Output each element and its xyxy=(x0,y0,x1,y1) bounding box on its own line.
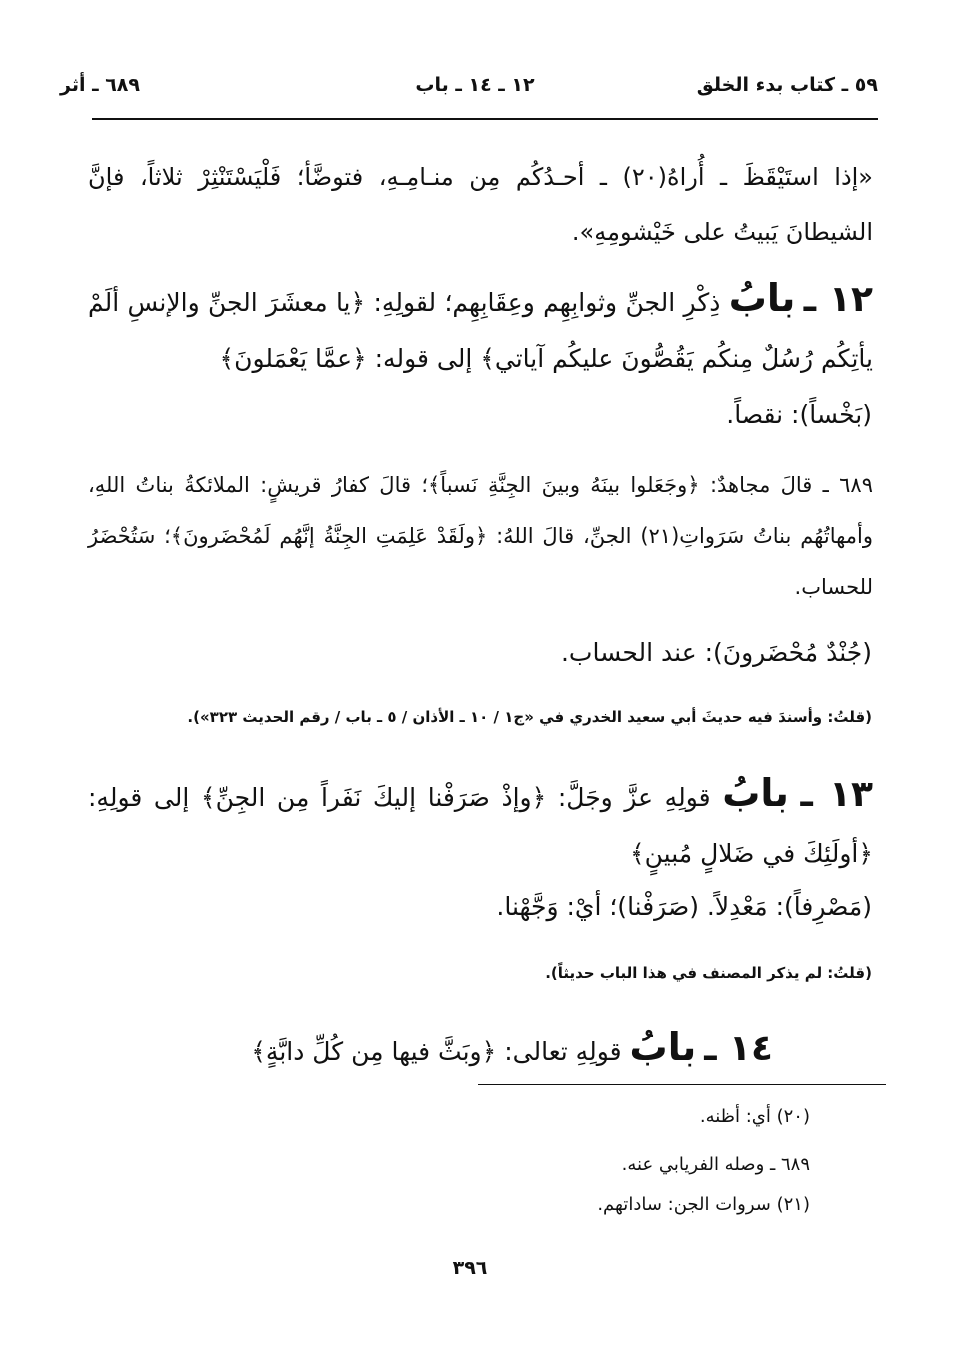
chapter-13-title: قولِهِ عزَّ وجَلَّ: ﴿وإذْ صَرَفْنا إليكَ نَفَراً مِن الجِنِّ﴾ إلى قولِهِ: ﴿أولَئِكَ في ضَلالٍ مُبينٍ﴾ xyxy=(88,783,873,868)
header-chapter-range: ١٢ ـ ١٤ ـ باب xyxy=(415,74,535,96)
footnote-rule xyxy=(478,1084,886,1085)
chapter-13-bab-word: بابُ xyxy=(722,771,789,815)
hadith-continuation: «إذا استَيْقَظَ ـ أُراهُ(٢٠) ـ أحـدُكُم مِن منـامِـهِ، فتوضَّأ؛ فَلْيَسْتَنْثِرْ ثلاثاً، فإنَّ الشيطانَ يَبيتُ على خَيْشومِهِ». xyxy=(88,163,873,246)
header-book-title: ٥٩ ـ كتاب بدء الخلق xyxy=(696,74,878,96)
athar-689: ٦٨٩ ـ قالَ مجاهدٌ: ﴿وجَعَلوا بينَهُ وبينَ الجِنَّةِ نَسباً﴾؛ قالَ كفارُ قريشٍ: الملائكةُ بناتُ اللهِ، وأمهاتُهُم بناتُ سَرَواتِ(٢١) الجنِّ، قالَ اللهُ: ﴿ولَقَدْ عَلِمَتِ الجِنَّةُ إنَّهُم لَمُحْضَرونَ﴾؛ سَتُحْضَرُ للحساب. xyxy=(88,473,873,599)
footnote-689: ٦٨٩ ـ وصله الفريابي عنه. xyxy=(621,1154,810,1175)
chapter-13-number: ١٣ ـ xyxy=(800,774,874,815)
chapter-14-bab-word: بابُ xyxy=(629,1025,697,1069)
chapter-12-title: ذِكْرِ الجنِّ وثوابِهِم وعِقَابِهِم؛ لقولِهِ: ﴿يا معشَرَ الجنِّ والإنسِ ألَمْ يأتِكُم رُسُلٌ مِنكُم يَقُصُّونَ عليكُم آياتي﴾ إلى قوله: ﴿عمَّا يَعْمَلونَ﴾ xyxy=(88,288,873,373)
chapter-14-number: ١٤ ـ xyxy=(704,1028,773,1069)
athar-689-gloss: (جُنْدٌ مُحْضَرونَ): عند الحساب. xyxy=(560,638,872,667)
chapter-12-heading xyxy=(88,270,873,387)
editor-note-2: (قلتُ: لم يذكر المصنف في هذا الباب حديثاً). xyxy=(545,964,872,982)
chapter-12-gloss: (بَخْساً): نقصاً. xyxy=(726,400,872,429)
page-number: ٣٩٦ xyxy=(452,1257,488,1279)
header-rule xyxy=(92,118,878,120)
running-header xyxy=(60,74,878,106)
chapter-13-heading xyxy=(88,765,873,882)
chapter-13-gloss: (مَصْرِفاً): مَعْدِلاً. (صَرَفْنا)؛ أيْ: وَجَّهْنا. xyxy=(496,892,872,921)
chapter-12-bab-word: بابُ xyxy=(728,276,796,320)
footnote-20: (٢٠) أي: أظنه. xyxy=(699,1106,810,1127)
chapter-14-title: قولِهِ تعالى: ﴿وبَثَّ فيها مِن كُلِّ دابَّةٍ﴾ xyxy=(251,1037,622,1066)
chapter-12-number: ١٢ ـ xyxy=(803,279,873,320)
footnote-21: (٢١) سروات الجن: ساداتهم. xyxy=(597,1194,810,1215)
chapter-14-heading xyxy=(100,1025,773,1069)
editor-note-1: (قلتُ: وأسندَ فيه حديثَ أبي سعيد الخدري في «ج١ / ١٠ ـ الأذان / ٥ ـ باب / رقم الحديث ٣٢٣»). xyxy=(187,708,872,726)
header-athar-number: ٦٨٩ ـ أثر xyxy=(60,74,140,96)
